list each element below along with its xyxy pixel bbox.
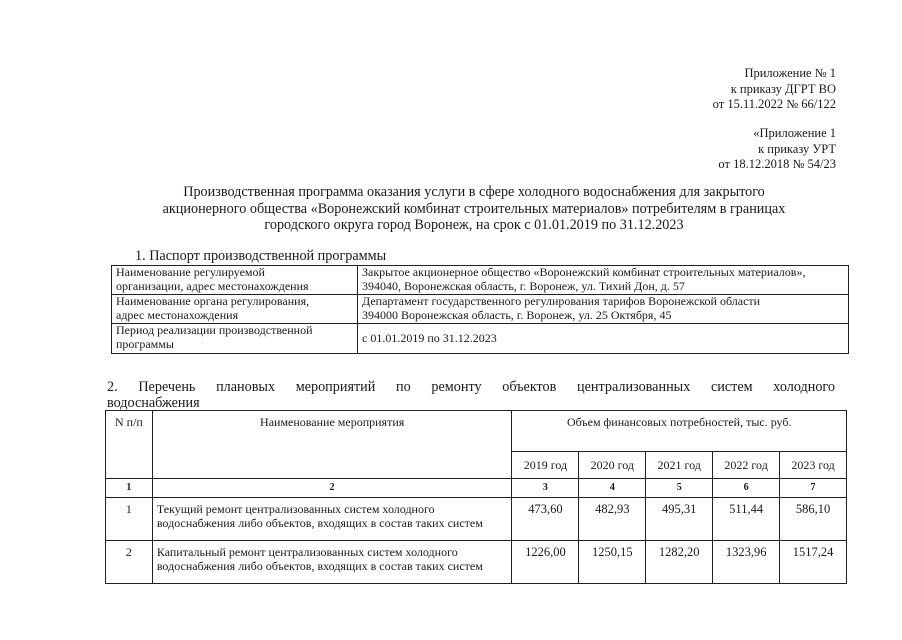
- column-header-year: 2020 год: [579, 452, 646, 479]
- section-1-heading: 1. Паспорт производственной программы: [135, 248, 387, 264]
- passport-key: Период реализации производственной программы: [112, 324, 358, 354]
- table-header-row: [106, 411, 847, 452]
- appendix-2-order: к приказу УРТ: [758, 141, 836, 156]
- column-header-finance: Объем финансовых потребностей, тыс. руб.: [512, 411, 847, 452]
- table-row: [106, 498, 847, 541]
- document-title-line-1: Производственная программа оказания услуги в сфере холодного водоснабжения для закрытого: [183, 184, 765, 200]
- row-number: 1: [106, 498, 153, 541]
- column-index: 3: [512, 479, 579, 498]
- row-value: 1282,20: [646, 541, 713, 584]
- row-value: 495,31: [646, 498, 713, 541]
- row-name: Текущий ремонт централизованных систем холодного водоснабжения либо объектов, входящих в состав таких систем: [152, 498, 512, 541]
- passport-key: Наименование регулируемой организации, адрес местонахождения: [112, 266, 358, 295]
- appendix-1-title: Приложение № 1: [744, 66, 836, 80]
- row-value: 586,10: [780, 498, 847, 541]
- appendix-1-reference: [713, 66, 836, 113]
- appendix-2-reference: [718, 126, 836, 173]
- row-value: 1517,24: [780, 541, 847, 584]
- passport-value: с 01.01.2019 по 31.12.2023: [358, 324, 849, 354]
- column-header-year: 2023 год: [780, 452, 847, 479]
- column-index: 2: [152, 479, 512, 498]
- appendix-1-order: к приказу ДГРТ ВО: [730, 81, 836, 96]
- passport-table: [111, 265, 849, 354]
- document-title: [118, 184, 830, 234]
- column-index: 5: [646, 479, 713, 498]
- row-name: Капитальный ремонт централизованных систем холодного водоснабжения либо объектов, входящих в состав таких систем: [152, 541, 512, 584]
- passport-value: Закрытое акционерное общество «Воронежский комбинат строительных материалов», 394040, Воронежская область, г. Воронеж, ул. Тихий Дон, д. 57: [358, 266, 849, 295]
- row-number: 2: [106, 541, 153, 584]
- column-index: 1: [106, 479, 153, 498]
- section-2-heading-line-1: 2. Перечень плановых мероприятий по ремонту объектов централизованных систем холодного: [107, 379, 835, 395]
- section-2-heading-line-2: водоснабжения: [107, 395, 200, 411]
- column-header-year: 2021 год: [646, 452, 713, 479]
- measures-table: [105, 410, 847, 584]
- appendix-1-date: от 15.11.2022 № 66/122: [712, 97, 836, 111]
- document-title-line-2: акционерного общества «Воронежский комбинат строительных материалов» потребителям в границах: [162, 200, 786, 217]
- row-value: 1226,00: [512, 541, 579, 584]
- table-row: [106, 541, 847, 584]
- appendix-2-date: от 18.12.2018 № 54/23: [718, 157, 836, 171]
- table-row: [112, 324, 849, 354]
- row-value: 482,93: [579, 498, 646, 541]
- appendix-2-title: «Приложение 1: [753, 126, 836, 140]
- row-value: 473,60: [512, 498, 579, 541]
- table-row: [112, 266, 849, 295]
- passport-key: Наименование органа регулирования, адрес местонахождения: [112, 295, 358, 324]
- column-index: 4: [579, 479, 646, 498]
- row-value: 1250,15: [579, 541, 646, 584]
- column-header-year: 2019 год: [512, 452, 579, 479]
- passport-value: Департамент государственного регулирования тарифов Воронежской области 394000 Воронежская область, г. Воронеж, ул. 25 Октября, 45: [358, 295, 849, 324]
- column-index: 7: [780, 479, 847, 498]
- column-index-row: [106, 479, 847, 498]
- document-title-line-3: городского округа город Воронеж, на срок с 01.01.2019 по 31.12.2023: [264, 217, 684, 233]
- column-index: 6: [713, 479, 780, 498]
- column-header-number: N п/п: [106, 411, 153, 479]
- column-header-name: Наименование мероприятия: [152, 411, 512, 479]
- column-header-year: 2022 год: [713, 452, 780, 479]
- section-2-heading: [107, 379, 835, 411]
- table-row: [112, 295, 849, 324]
- row-value: 1323,96: [713, 541, 780, 584]
- row-value: 511,44: [713, 498, 780, 541]
